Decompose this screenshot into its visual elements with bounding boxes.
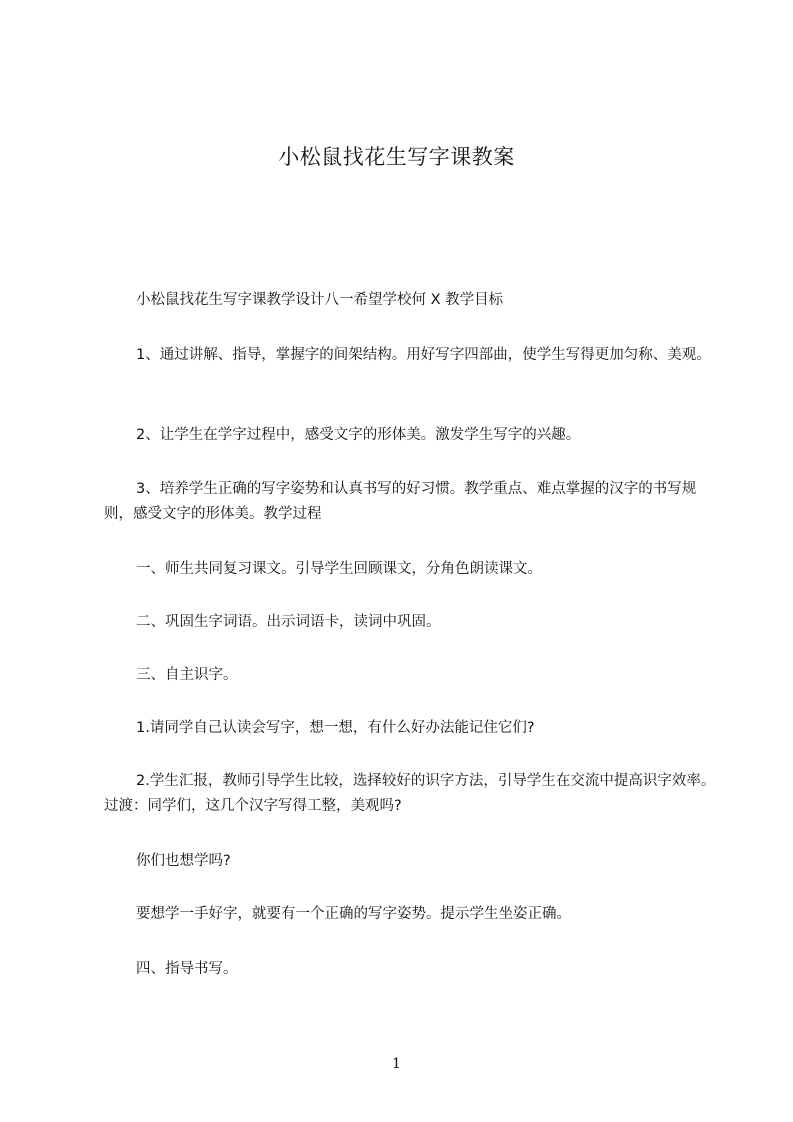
paragraph-goal-3: 3、培养学生正确的写字姿势和认真书写的好习惯。教学重点、难点掌握的汉字的书写规则，感受文字的形体美。教学过程: [104, 481, 697, 522]
paragraph-step-2: 二、巩固生字词语。出示词语卡，读词中巩固。: [136, 614, 441, 630]
paragraph-question: 你们也想学吗?: [136, 853, 231, 869]
paragraph-goal-1: 1、通过讲解、指导，掌握字的间架结构。用好写字四部曲，使学生写得更加匀称、美观。: [136, 347, 711, 363]
paragraph-posture: 要想学一手好字，就要有一个正确的写字姿势。提示学生坐姿正确。: [136, 906, 571, 922]
paragraph-step-4: 四、指导书写。: [136, 961, 238, 977]
paragraph-goal-2: 2、让学生在学字过程中，感受文字的形体美。激发学生写字的兴趣。: [136, 427, 581, 443]
paragraph-step-3: 三、自主识字。: [136, 667, 238, 683]
paragraph-step-3-item-2: 2.学生汇报，教师引导学生比较，选择较好的识字方法，引导学生在交流中提高识字效率。过渡：同学们，这几个汉字写得工整，美观吗?: [104, 773, 716, 814]
paragraph-step-1: 一、师生共同复习课文。引导学生回顾课文，分角色朗读课文。: [136, 561, 542, 577]
document-title: 小松鼠找花生写字课教案: [278, 145, 515, 169]
paragraph-intro: 小松鼠找花生写字课教学设计八一希望学校何 X 教学目标: [136, 292, 504, 308]
page-number: 1: [392, 1056, 401, 1072]
paragraph-step-3-item-1: 1.请同学自己认读会写字，想一想，有什么好办法能记住它们?: [136, 720, 535, 736]
